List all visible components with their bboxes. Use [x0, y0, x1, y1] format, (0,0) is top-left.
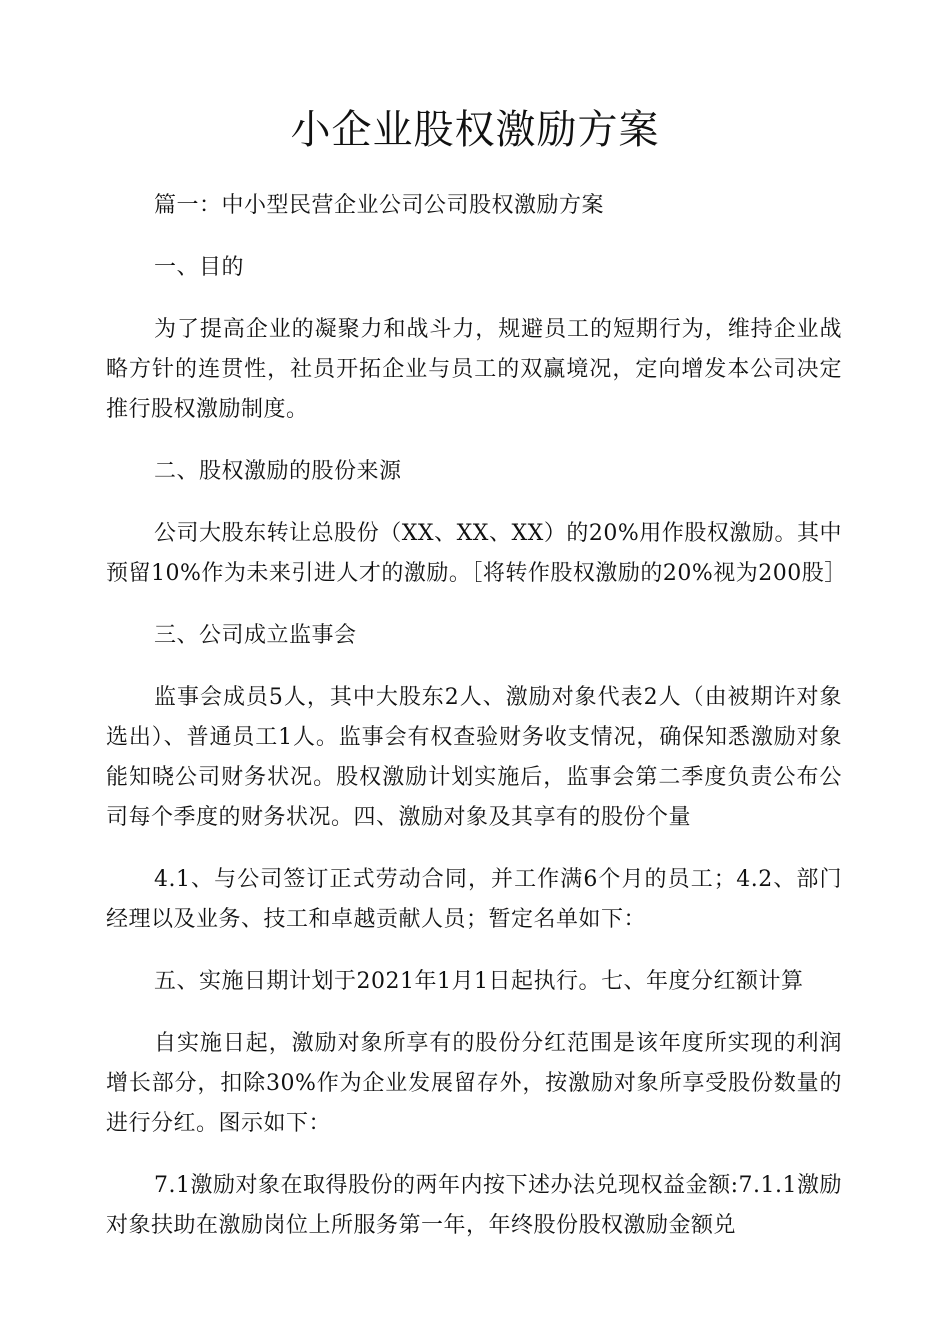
paragraph-eligible-staff: 4.1、与公司签订正式劳动合同，并工作满6个月的员工；4.2、部门经理以及业务、技工和卓越贡献人员；暂定名单如下：: [106, 867, 842, 932]
section-subtitle: 篇一：中小型民营企业公司公司股权激励方案: [154, 193, 605, 218]
section-heading-share-source: 二、股权激励的股份来源: [154, 459, 402, 484]
paragraph-implementation-date: 五、实施日期计划于2021年1月1日起执行。七、年度分红额计算: [154, 969, 804, 994]
paragraph-purpose: 为了提高企业的凝聚力和战斗力，规避员工的短期行为，维持企业战略方针的连贯性，社员开拓企业与员工的双赢境况，定向增发本公司决定推行股权激励制度。: [106, 317, 842, 422]
document-title: 小企业股权激励方案: [290, 107, 660, 153]
section-heading-supervisory-board: 三、公司成立监事会: [154, 623, 357, 648]
paragraph-dividend-scope: 自实施日起，激励对象所享有的股份分红范围是该年度所实现的利润增长部分，扣除30%作为企业发展留存外，按激励对象所享受股份数量的进行分红。图示如下：: [106, 1031, 842, 1136]
paragraph-redemption: 7.1激励对象在取得股份的两年内按下述办法兑现权益金额:7.1.1激励对象扶助在激励岗位上所服务第一年，年终股份股权激励金额兑: [106, 1173, 842, 1238]
document-body: [106, 186, 847, 1268]
section-heading-purpose: 一、目的: [154, 255, 245, 280]
paragraph-share-source: 公司大股东转让总股份（XX、XX、XX）的20%用作股权激励。其中预留10%作为未来引进人才的激励。［将转作股权激励的20%视为200股］: [106, 521, 847, 586]
paragraph-supervisory-board: 监事会成员5人，其中大股东2人、激励对象代表2人（由被期许对象选出）、普通员工1人。监事会有权查验财务收支情况，确保知悉激励对象能知晓公司财务状况。股权激励计划实施后，监事会第二季度负责公布公司每个季度的财务状况。四、激励对象及其享有的股份个量: [106, 685, 842, 830]
